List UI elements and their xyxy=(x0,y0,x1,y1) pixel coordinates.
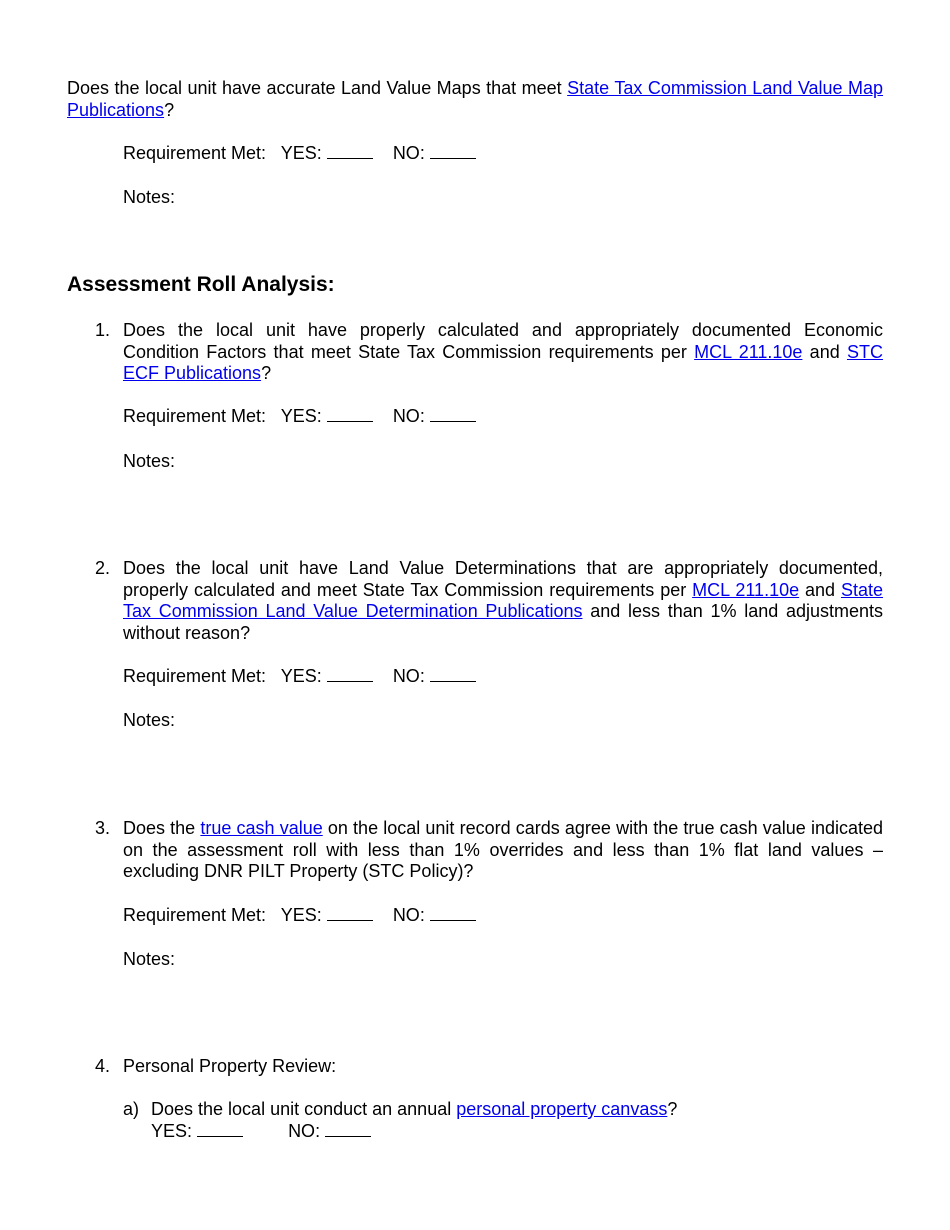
sub-item-a-text xyxy=(151,1099,677,1121)
item-4-text: Personal Property Review: xyxy=(123,1056,337,1076)
intro-text: Does the local unit have accurate Land Value Maps that meet xyxy=(67,78,568,98)
land-value-map-publications-link[interactable]: State Tax Commission Land Value Map Publications xyxy=(67,78,884,120)
item-number-2: 2. xyxy=(95,558,111,578)
item-3-text-a: Does the xyxy=(123,818,201,838)
requirement-met-line-1 xyxy=(123,406,476,428)
item-3-text xyxy=(123,818,883,883)
land-value-determination-publications-link[interactable]: State Tax Commission Land Value Determination Publications xyxy=(123,579,883,621)
mcl-211-10e-link[interactable]: MCL 211.10e xyxy=(694,341,803,362)
item-1-text xyxy=(123,320,883,385)
item-number-4: 4. xyxy=(95,1056,111,1076)
requirement-met-label: Requirement Met: xyxy=(123,406,267,426)
sub-item-letter-a: a) xyxy=(123,1099,140,1119)
sub-item-a-text-a: Does the local unit conduct an annual xyxy=(151,1099,457,1119)
item-2-text xyxy=(123,558,883,644)
item-2-text-a: Does the local unit have Land Value Determinations that are appropriately documented, properly calculated and meet State Tax Commission requirements per xyxy=(123,558,883,600)
requirement-met-line-3 xyxy=(123,905,476,927)
sub-item-a-answer-line xyxy=(151,1121,371,1143)
yes-label: YES: xyxy=(280,905,322,925)
no-label: NO: xyxy=(392,666,425,686)
item-1-text-a: Does the local unit have properly calculated and appropriately documented Economic Condition Factors that meet State Tax Commission requirements per xyxy=(123,320,883,362)
personal-property-canvass-link[interactable]: personal property canvass xyxy=(456,1099,668,1119)
item-1-text-b: and xyxy=(802,341,847,362)
item-3-text-b: on the local unit record cards agree with the true cash value indicated on the assessment roll with less than 1% overrides and less than 1% flat land values – excluding DNR PILT Property (STC Policy)? xyxy=(123,818,884,881)
notes-label-3: Notes: xyxy=(123,949,176,969)
item-number-3: 3. xyxy=(95,818,111,838)
notes-label-2: Notes: xyxy=(123,710,176,730)
yes-label: YES: xyxy=(151,1121,193,1141)
no-blank[interactable] xyxy=(430,407,476,422)
intro-text-end: ? xyxy=(164,99,175,120)
yes-label: YES: xyxy=(280,143,322,163)
intro-paragraph xyxy=(67,78,883,121)
yes-blank[interactable] xyxy=(327,667,373,682)
yes-label: YES: xyxy=(280,666,322,686)
no-label: NO: xyxy=(288,1121,321,1141)
yes-label: YES: xyxy=(280,406,322,426)
no-blank[interactable] xyxy=(430,667,476,682)
yes-blank[interactable] xyxy=(327,144,373,159)
item-1-text-c: ? xyxy=(261,363,272,383)
true-cash-value-link[interactable]: true cash value xyxy=(200,818,323,838)
yes-blank[interactable] xyxy=(327,407,373,422)
no-label: NO: xyxy=(392,143,425,163)
item-number-1: 1. xyxy=(95,320,111,340)
notes-label-0: Notes: xyxy=(123,187,176,207)
no-label: NO: xyxy=(392,406,425,426)
requirement-met-label: Requirement Met: xyxy=(123,143,267,163)
requirement-met-label: Requirement Met: xyxy=(123,666,267,686)
item-2-text-b: and xyxy=(799,579,841,600)
requirement-met-line-0 xyxy=(123,143,476,165)
sub-item-a-text-b: ? xyxy=(667,1099,678,1119)
item-2-text-c: and less than 1% land adjustments without reason? xyxy=(123,601,883,643)
no-label: NO: xyxy=(392,905,425,925)
mcl-211-10e-link[interactable]: MCL 211.10e xyxy=(692,579,800,600)
requirement-met-line-2 xyxy=(123,666,476,688)
requirement-met-label: Requirement Met: xyxy=(123,905,267,925)
notes-label-1: Notes: xyxy=(123,451,176,471)
yes-blank[interactable] xyxy=(327,906,373,921)
stc-ecf-publications-link[interactable]: STC ECF Publications xyxy=(123,341,883,383)
no-blank[interactable] xyxy=(430,906,476,921)
yes-blank[interactable] xyxy=(197,1122,243,1137)
no-blank[interactable] xyxy=(325,1122,371,1137)
no-blank[interactable] xyxy=(430,144,476,159)
section-heading: Assessment Roll Analysis: xyxy=(67,273,335,296)
